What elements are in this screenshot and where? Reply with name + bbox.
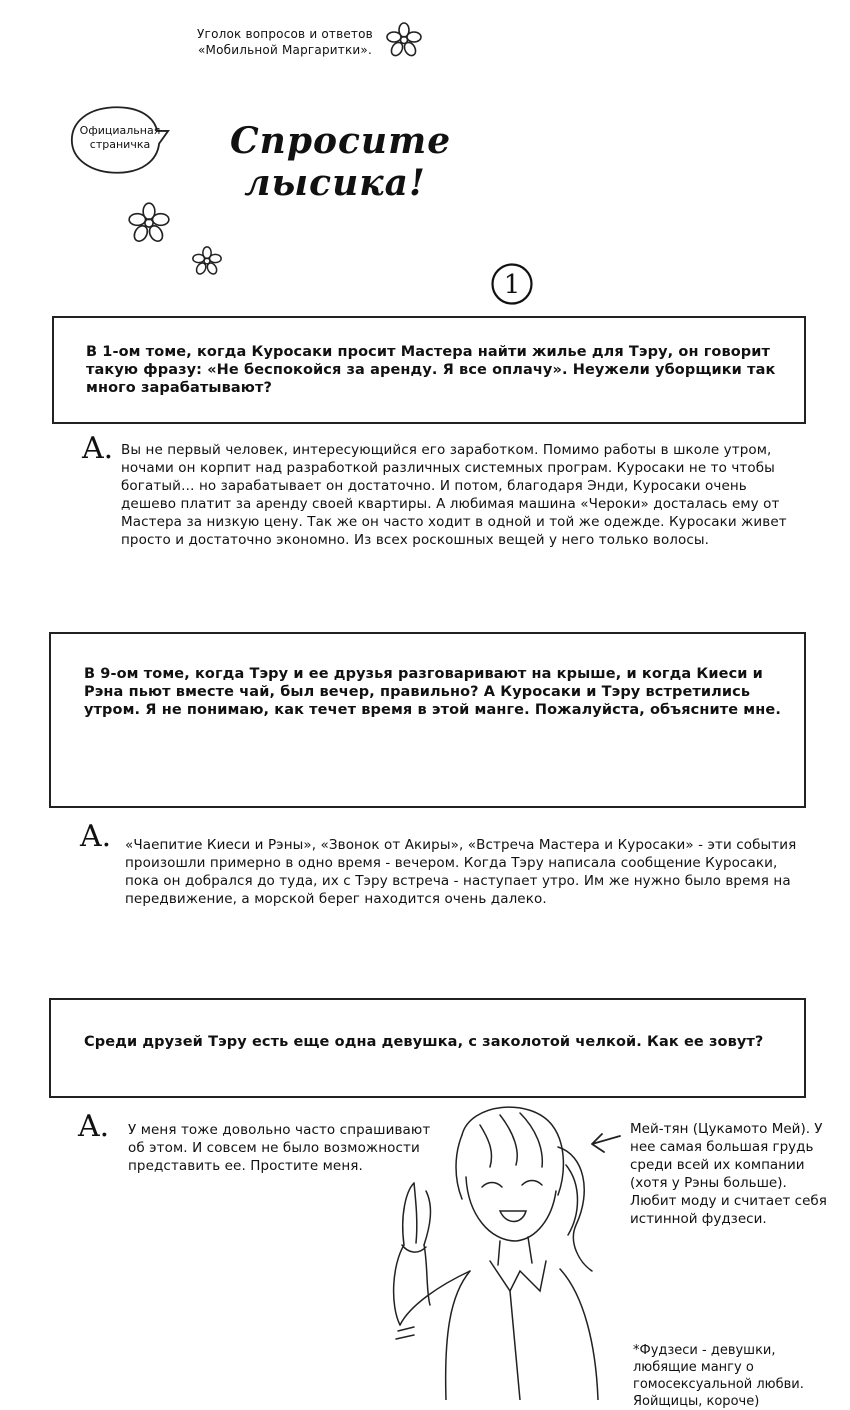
- girl-illustration: [370, 1095, 620, 1400]
- page-title: [230, 120, 452, 204]
- footnote: *Фудзеси - девушки, любящие мангу о гомосексуальной любви. Яойщицы, короче): [633, 1343, 804, 1409]
- page-number-circle: [490, 262, 534, 306]
- answer-mark-2: A.: [80, 819, 112, 854]
- answer-3: У меня тоже довольно часто спрашивают об этом. И совсем не было возможности представить ее. Простите меня.: [128, 1122, 431, 1174]
- character-note: Мей-тян (Цукамото Мей). У нее самая большая грудь среди всей их компании (хотя у Рэны больше). Любит моду и считает себя истинной фудзеси.: [630, 1121, 827, 1227]
- title-line-1: Спросите: [230, 120, 452, 162]
- title-line-2: лысика!: [244, 162, 426, 204]
- bubble-line-1: Официальная: [79, 124, 161, 137]
- question-1: В 1-ом томе, когда Куросаки просит Мастера найти жилье для Тэру, он говорит такую фразу: «Не беспокойся за аренду. Я все оплачу». Неужели уборщики так много зарабатывают?: [86, 344, 776, 396]
- answer-mark-3: A.: [78, 1109, 110, 1144]
- header-line-1: Уголок вопросов и ответов: [197, 27, 373, 41]
- header-line-2: «Мобильной Маргаритки».: [198, 43, 372, 57]
- flower-icon: [386, 22, 422, 58]
- official-page-label: [74, 124, 166, 152]
- question-2: В 9-ом томе, когда Тэру и ее друзья разговаривают на крыше, и когда Киеси и Рэна пьют вместе чай, был вечер, правильно? А Куросаки и Тэру встретились утром. Я не понимаю, как течет время в этой манге. Пожалуйста, объясните мне.: [84, 666, 781, 718]
- corner-header: [170, 26, 400, 58]
- page-number: 1: [503, 270, 521, 300]
- answer-mark-1: A.: [82, 431, 114, 466]
- answer-1: Вы не первый человек, интересующийся его заработком. Помимо работы в школе утром, ночами он корпит над разработкой различных системных програм. Куросаки не то чтобы богатый… но зарабатывает он достаточно. И потом, благодаря Энди, Куросаки очень дешево платит за аренду своей квартиры. А любимая машина «Чероки» досталась ему от Мастера за низкую цену. Так же он часто ходит в одной и той же одежде. Куросаки живет просто и достаточно экономно. Из всех роскошных вещей у него только волосы.: [121, 442, 787, 548]
- flower-icon: [128, 202, 170, 244]
- bubble-line-2: страничка: [89, 138, 151, 151]
- flower-icon: [192, 246, 222, 276]
- question-3: Среди друзей Тэру есть еще одна девушка, с заколотой челкой. Как ее зовут?: [84, 1034, 764, 1050]
- question-box-2: [49, 632, 806, 808]
- answer-2: «Чаепитие Киеси и Рэны», «Звонок от Акиры», «Встреча Мастера и Куросаки» - эти события произошли примерно в одно время - вечером. Когда Тэру написала сообщение Куросаки, пока он добрался до туда, их с Тэру встреча - наступает утро. Им же нужно было время на передвижение, а морской берег находится очень далеко.: [125, 837, 797, 907]
- arrow-icon: [588, 1130, 622, 1154]
